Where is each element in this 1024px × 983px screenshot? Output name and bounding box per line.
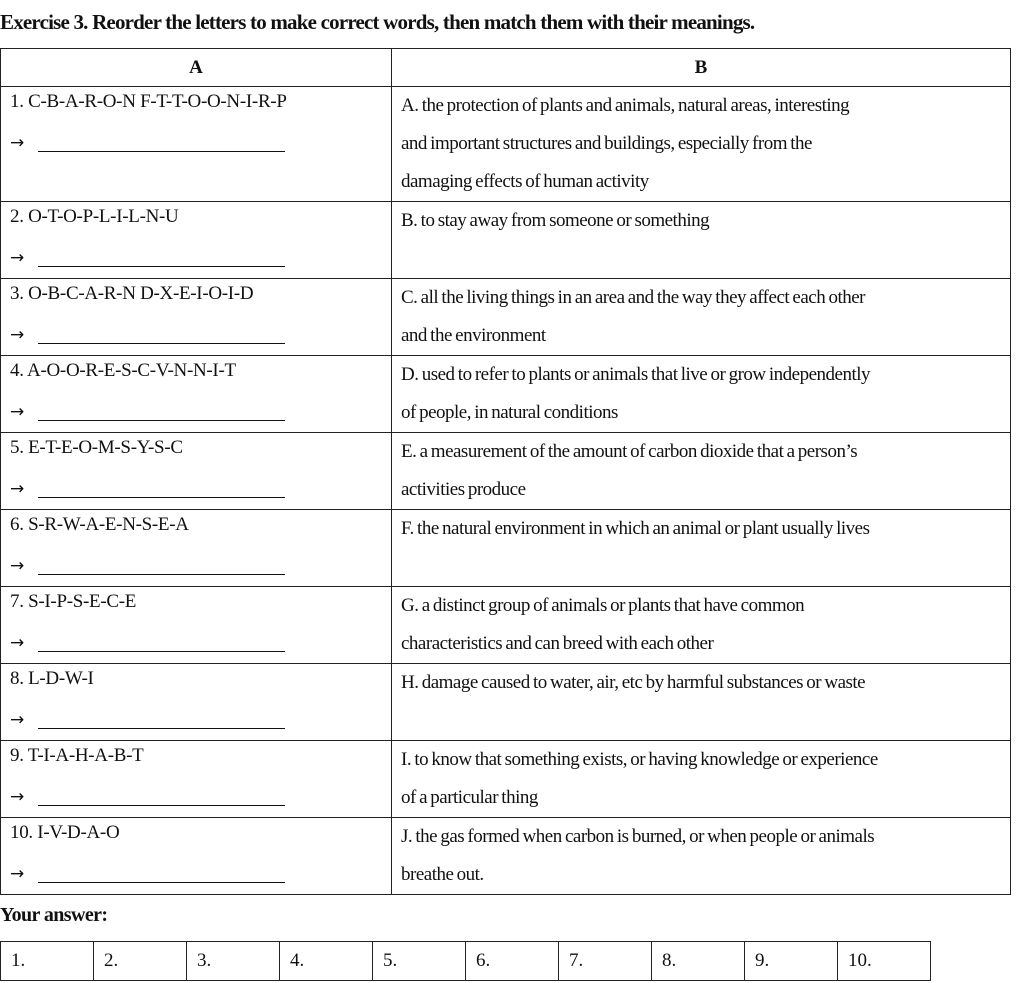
meaning-cell bbox=[392, 741, 1011, 818]
table-row bbox=[1, 356, 1011, 433]
table-row bbox=[1, 202, 1011, 279]
meaning-cell bbox=[392, 510, 1011, 587]
meaning-cell bbox=[392, 818, 1011, 895]
meaning-line: B. to stay away from someone or something bbox=[401, 210, 710, 231]
answer-line bbox=[1, 240, 391, 278]
meaning-line: characteristics and can breed with each other bbox=[401, 633, 714, 654]
your-answer-label: Your answer: bbox=[0, 904, 108, 926]
arrow-icon: → bbox=[10, 864, 24, 884]
scrambled-word-cell bbox=[1, 818, 392, 895]
table-row bbox=[1, 87, 1011, 202]
answer-line bbox=[1, 625, 391, 663]
answer-box[interactable]: 10. bbox=[838, 942, 931, 981]
answer-box[interactable]: 2. bbox=[94, 942, 187, 981]
scrambled-word: 10. I-V-D-A-O bbox=[10, 822, 120, 843]
arrow-icon: → bbox=[10, 248, 24, 268]
table-row bbox=[1, 510, 1011, 587]
answer-box[interactable]: 4. bbox=[280, 942, 373, 981]
scrambled-word: 6. S-R-W-A-E-N-S-E-A bbox=[10, 514, 189, 535]
scrambled-word: 1. C-B-A-R-O-N F-T-T-O-O-N-I-R-P bbox=[10, 91, 287, 112]
scrambled-word-cell bbox=[1, 279, 392, 356]
answer-line bbox=[1, 702, 391, 740]
answer-line bbox=[1, 779, 391, 817]
arrow-icon: → bbox=[10, 710, 24, 730]
answer-line bbox=[1, 471, 391, 509]
table-row bbox=[1, 587, 1011, 664]
arrow-icon: → bbox=[10, 633, 24, 653]
arrow-icon: → bbox=[10, 556, 24, 576]
answer-blank[interactable] bbox=[38, 781, 285, 806]
meaning-line: of a particular thing bbox=[401, 787, 538, 808]
meaning-cell bbox=[392, 279, 1011, 356]
meaning-line: E. a measurement of the amount of carbon dioxide that a person’s bbox=[401, 441, 858, 462]
scrambled-word-cell bbox=[1, 433, 392, 510]
meaning-line: and the environment bbox=[401, 325, 546, 346]
meaning-cell bbox=[392, 664, 1011, 741]
answer-box[interactable]: 7. bbox=[559, 942, 652, 981]
answer-box[interactable]: 6. bbox=[466, 942, 559, 981]
table-header-row bbox=[1, 49, 1011, 87]
scrambled-word: 3. O-B-C-A-R-N D-X-E-I-O-I-D bbox=[10, 283, 254, 304]
column-header-b: B bbox=[392, 49, 1011, 87]
scrambled-word: 9. T-I-A-H-A-B-T bbox=[10, 745, 144, 766]
meaning-cell bbox=[392, 356, 1011, 433]
answer-grid bbox=[0, 941, 931, 981]
answer-box[interactable]: 5. bbox=[373, 942, 466, 981]
meaning-line: of people, in natural conditions bbox=[401, 402, 618, 423]
table-row bbox=[1, 433, 1011, 510]
answer-blank[interactable] bbox=[38, 319, 285, 344]
answer-box[interactable]: 1. bbox=[1, 942, 94, 981]
table-row bbox=[1, 664, 1011, 741]
arrow-icon: → bbox=[10, 325, 24, 345]
answer-line bbox=[1, 125, 391, 163]
table-row bbox=[1, 279, 1011, 356]
arrow-icon: → bbox=[10, 133, 24, 153]
matching-table bbox=[0, 48, 1011, 895]
scrambled-word: 8. L-D-W-I bbox=[10, 668, 94, 689]
answer-box[interactable]: 3. bbox=[187, 942, 280, 981]
scrambled-word-cell bbox=[1, 587, 392, 664]
answer-box[interactable]: 9. bbox=[745, 942, 838, 981]
scrambled-word-cell bbox=[1, 664, 392, 741]
scrambled-word-cell bbox=[1, 87, 392, 202]
arrow-icon: → bbox=[10, 402, 24, 422]
meaning-line: breathe out. bbox=[401, 864, 484, 885]
meaning-line: D. used to refer to plants or animals that live or grow independently bbox=[401, 364, 871, 385]
answer-line bbox=[1, 317, 391, 355]
scrambled-word: 5. E-T-E-O-M-S-Y-S-C bbox=[10, 437, 183, 458]
answer-line bbox=[1, 394, 391, 432]
meaning-line: activities produce bbox=[401, 479, 526, 500]
meaning-line: A. the protection of plants and animals, natural areas, interesting bbox=[401, 95, 850, 116]
meaning-line: H. damage caused to water, air, etc by harmful substances or waste bbox=[401, 672, 866, 693]
scrambled-word-cell bbox=[1, 741, 392, 818]
arrow-icon: → bbox=[10, 787, 24, 807]
scrambled-word: 7. S-I-P-S-E-C-E bbox=[10, 591, 137, 612]
answer-blank[interactable] bbox=[38, 127, 285, 152]
meaning-line: I. to know that something exists, or having knowledge or experience bbox=[401, 749, 878, 770]
answer-blank[interactable] bbox=[38, 242, 285, 267]
table-row bbox=[1, 741, 1011, 818]
meaning-line: J. the gas formed when carbon is burned, or when people or animals bbox=[401, 826, 875, 847]
answer-blank[interactable] bbox=[38, 858, 285, 883]
meaning-cell bbox=[392, 87, 1011, 202]
meaning-cell bbox=[392, 433, 1011, 510]
answer-blank[interactable] bbox=[38, 627, 285, 652]
meaning-line: G. a distinct group of animals or plants that have common bbox=[401, 595, 805, 616]
answer-line bbox=[1, 548, 391, 586]
meaning-line: F. the natural environment in which an animal or plant usually lives bbox=[401, 518, 870, 539]
arrow-icon: → bbox=[10, 479, 24, 499]
scrambled-word-cell bbox=[1, 510, 392, 587]
answer-blank[interactable] bbox=[38, 473, 285, 498]
exercise-title: Exercise 3. Reorder the letters to make correct words, then match them with their meanings. bbox=[0, 10, 755, 34]
table-row bbox=[1, 818, 1011, 895]
scrambled-word-cell bbox=[1, 356, 392, 433]
meaning-cell bbox=[392, 202, 1011, 279]
scrambled-word: 4. A-O-O-R-E-S-C-V-N-N-I-T bbox=[10, 360, 236, 381]
answer-box[interactable]: 8. bbox=[652, 942, 745, 981]
column-header-a: A bbox=[1, 49, 392, 87]
scrambled-word-cell bbox=[1, 202, 392, 279]
answer-line bbox=[1, 856, 391, 894]
answer-blank[interactable] bbox=[38, 396, 285, 421]
scrambled-word: 2. O-T-O-P-L-I-L-N-U bbox=[10, 206, 179, 227]
answer-blank[interactable] bbox=[38, 550, 285, 575]
meaning-cell bbox=[392, 587, 1011, 664]
meaning-line: and important structures and buildings, especially from the bbox=[401, 133, 812, 154]
meaning-line: C. all the living things in an area and the way they affect each other bbox=[401, 287, 865, 308]
answer-blank[interactable] bbox=[38, 704, 285, 729]
meaning-line: damaging effects of human activity bbox=[401, 171, 649, 192]
answer-row bbox=[1, 942, 931, 981]
